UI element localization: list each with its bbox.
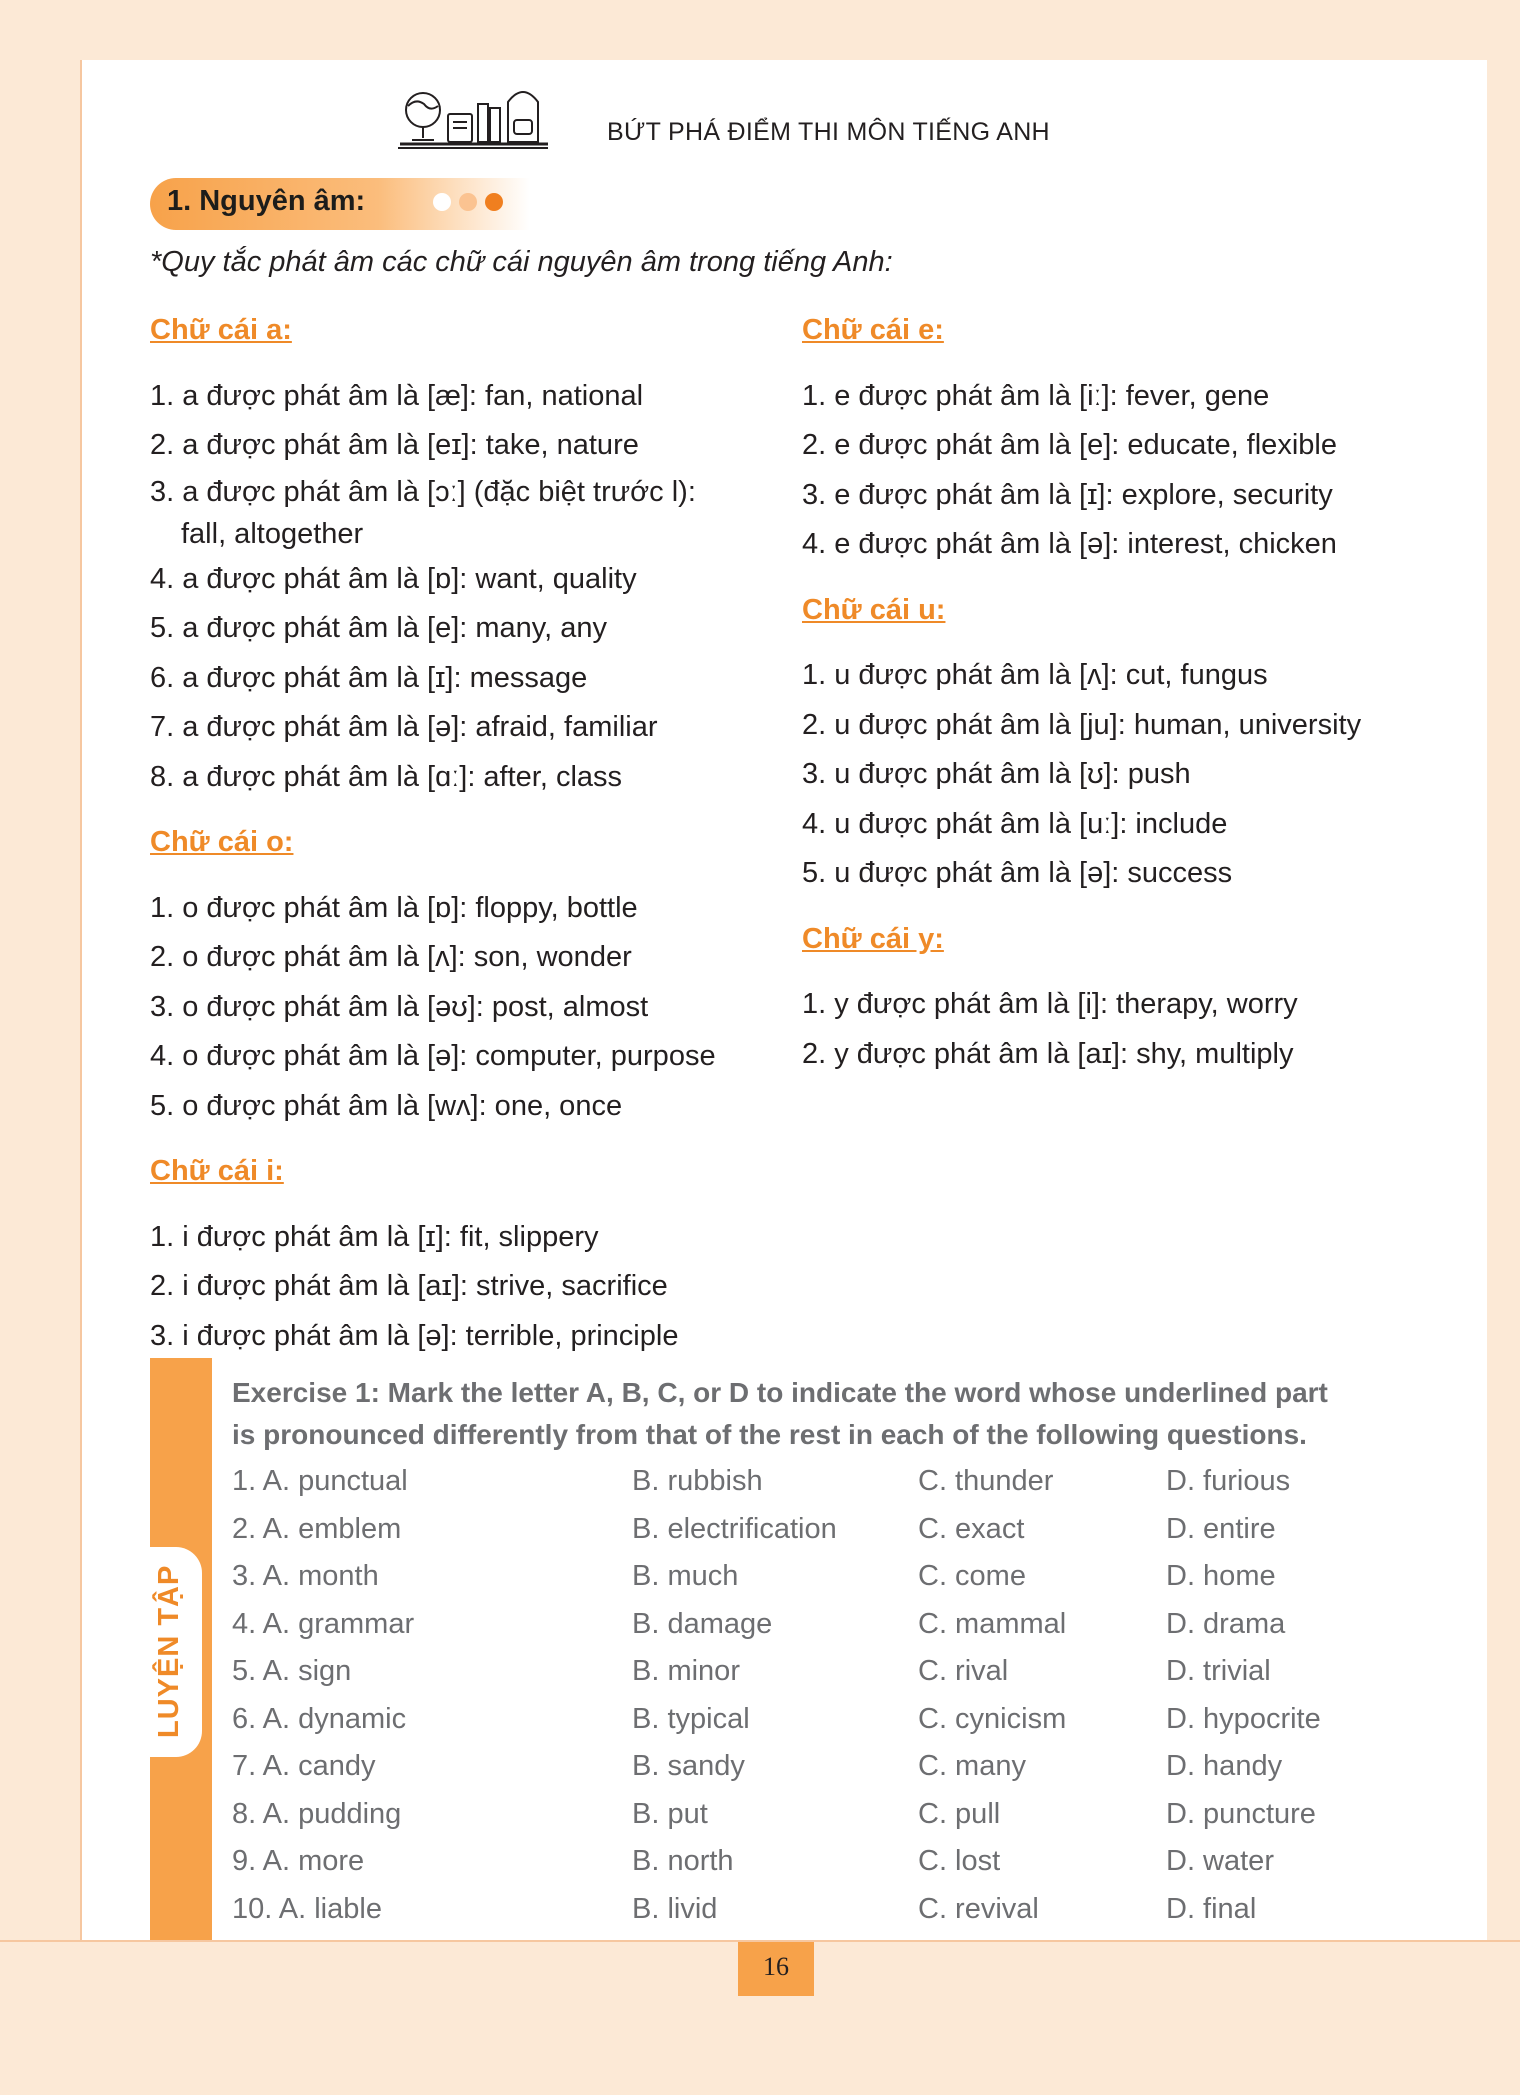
- option-a: 10. A. liable: [232, 1892, 382, 1925]
- rule-item: 2. i được phát âm là [aɪ]: strive, sacrifice: [150, 1270, 668, 1302]
- rule-item: 1. y được phát âm là [i]: therapy, worry: [802, 988, 1298, 1020]
- option-a: 5. A. sign: [232, 1655, 352, 1688]
- letter-u-heading: Chữ cái u:: [802, 593, 946, 626]
- rule-item: 3. o được phát âm là [əʊ]: post, almost: [150, 990, 649, 1023]
- exercise-row: [232, 1601, 1366, 1649]
- option-b: B. north: [632, 1845, 734, 1878]
- exercise-row: [232, 1553, 1366, 1601]
- letter-e-heading: Chữ cái e:: [802, 314, 944, 346]
- option-b: B. put: [632, 1797, 708, 1830]
- option-d: D. entire: [1166, 1512, 1276, 1545]
- exercise-row: [232, 1743, 1366, 1791]
- rule-item: 1. u được phát âm là [ʌ]: cut, fungus: [802, 659, 1268, 691]
- exercise-question-line: is pronounced differently from that of the rest in each of the following questions.: [232, 1419, 1307, 1450]
- rule-item: 4. e được phát âm là [ə]: interest, chicken: [802, 528, 1337, 560]
- exercise-row: [232, 1838, 1366, 1886]
- option-a: 8. A. pudding: [232, 1797, 402, 1830]
- rule-item: 2. y được phát âm là [aɪ]: shy, multiply: [802, 1037, 1294, 1070]
- rule-item: 2. e được phát âm là [e]: educate, flexible: [802, 429, 1337, 461]
- rule-item: 1. i được phát âm là [ɪ]: fit, slippery: [150, 1220, 599, 1253]
- rule-item: 4. u được phát âm là [uː]: include: [802, 807, 1228, 840]
- option-d: D. drama: [1166, 1607, 1286, 1640]
- option-a: 9. A. more: [232, 1845, 365, 1878]
- rule-item: 5. u được phát âm là [ə]: success: [802, 857, 1233, 889]
- exercise-answer-table: [232, 1458, 1366, 1933]
- option-c: C. thunder: [918, 1465, 1054, 1498]
- section-title: 1. Nguyên âm:: [167, 185, 366, 217]
- option-a: 1. A. punctual: [232, 1465, 408, 1498]
- option-b: B. electrification: [632, 1512, 837, 1545]
- option-a: 2. A. emblem: [232, 1512, 402, 1545]
- exercise-row: [232, 1696, 1366, 1744]
- exercise-question-line: Exercise 1: Mark the letter A, B, C, or D to indicate the word whose underlined part: [232, 1377, 1328, 1408]
- rule-item: 3. a được phát âm là [ɔː] (đặc biệt trước l):: [150, 475, 696, 508]
- option-d: D. hypocrite: [1166, 1702, 1321, 1735]
- rule-item: 5. o được phát âm là [wʌ]: one, once: [150, 1089, 623, 1122]
- option-d: D. puncture: [1166, 1797, 1316, 1830]
- rule-item: 1. a được phát âm là [æ]: fan, national: [150, 379, 644, 412]
- globe-books-backpack-icon: [398, 72, 598, 152]
- exercise-row: [232, 1886, 1366, 1934]
- option-a: 7. A. candy: [232, 1750, 376, 1783]
- rule-item: 2. a được phát âm là [eɪ]: take, nature: [150, 429, 639, 461]
- rule-item: 3. i được phát âm là [ə]: terrible, principle: [150, 1319, 679, 1352]
- intro-text: *Quy tắc phát âm các chữ cái nguyên âm trong tiếng Anh:: [150, 246, 893, 278]
- left-column: [150, 306, 770, 1361]
- rule-item: 3. e được phát âm là [ɪ]: explore, security: [802, 478, 1333, 511]
- header-title: BỨT PHÁ ĐIỂM THI MÔN TIẾNG ANH: [607, 118, 1050, 146]
- option-b: B. rubbish: [632, 1465, 763, 1498]
- option-c: C. mammal: [918, 1607, 1067, 1640]
- option-d: D. home: [1166, 1560, 1276, 1593]
- option-c: C. lost: [918, 1845, 1001, 1878]
- option-d: D. water: [1166, 1845, 1274, 1878]
- rule-item: 1. e được phát âm là [iː]: fever, gene: [802, 379, 1270, 412]
- rule-item: 2. u được phát âm là [ju]: human, university: [802, 708, 1362, 741]
- option-b: B. sandy: [632, 1750, 745, 1783]
- option-c: C. revival: [918, 1892, 1039, 1925]
- page-number: 16: [763, 1952, 789, 1981]
- rule-item-continuation: fall, altogether: [181, 517, 364, 550]
- dot-icon: [459, 193, 477, 211]
- exercise-row: [232, 1648, 1366, 1696]
- option-c: C. many: [918, 1750, 1026, 1783]
- exercise-row: [232, 1506, 1366, 1554]
- letter-o-heading: Chữ cái o:: [150, 826, 294, 858]
- option-a: 3. A. month: [232, 1560, 379, 1593]
- option-c: C. pull: [918, 1797, 1001, 1830]
- option-d: D. handy: [1166, 1750, 1283, 1783]
- letter-y-heading: Chữ cái y:: [802, 922, 944, 955]
- rule-item: 8. a được phát âm là [ɑː]: after, class: [150, 760, 623, 793]
- rule-item: 5. a được phát âm là [e]: many, any: [150, 612, 608, 644]
- rule-item: 3. u được phát âm là [ʊ]: push: [802, 758, 1191, 790]
- option-b: B. damage: [632, 1607, 773, 1640]
- decorative-dots: [433, 193, 503, 211]
- exercise-row: [232, 1791, 1366, 1839]
- option-d: D. furious: [1166, 1465, 1291, 1498]
- option-d: D. trivial: [1166, 1655, 1271, 1688]
- header-illustration: [398, 72, 598, 152]
- rule-item: 4. a được phát âm là [ɒ]: want, quality: [150, 562, 637, 595]
- exercise-row: [232, 1458, 1366, 1506]
- option-c: C. exact: [918, 1512, 1025, 1545]
- option-d: D. final: [1166, 1892, 1257, 1925]
- exercise-question: [232, 1372, 1412, 1456]
- option-c: C. come: [918, 1560, 1026, 1593]
- rule-item: 7. a được phát âm là [ə]: afraid, familiar: [150, 711, 658, 743]
- right-column: [802, 306, 1452, 1079]
- option-c: C. rival: [918, 1655, 1009, 1688]
- letter-a-heading: Chữ cái a:: [150, 314, 292, 346]
- option-b: B. livid: [632, 1892, 718, 1925]
- rule-item: 1. o được phát âm là [ɒ]: floppy, bottle: [150, 891, 638, 924]
- option-a: 6. A. dynamic: [232, 1702, 407, 1735]
- exercise-side-label: LUYỆN TẬP: [153, 1564, 185, 1738]
- dot-icon: [485, 193, 503, 211]
- rule-item: 4. o được phát âm là [ə]: computer, purpose: [150, 1040, 716, 1072]
- rule-item: 2. o được phát âm là [ʌ]: son, wonder: [150, 941, 632, 973]
- option-b: B. typical: [632, 1702, 750, 1735]
- dot-icon: [433, 193, 451, 211]
- option-b: B. much: [632, 1560, 739, 1593]
- option-a: 4. A. grammar: [232, 1607, 415, 1640]
- option-b: B. minor: [632, 1655, 740, 1688]
- option-c: C. cynicism: [918, 1702, 1067, 1735]
- rule-item: 6. a được phát âm là [ɪ]: message: [150, 661, 588, 694]
- letter-i-heading: Chữ cái i:: [150, 1155, 284, 1187]
